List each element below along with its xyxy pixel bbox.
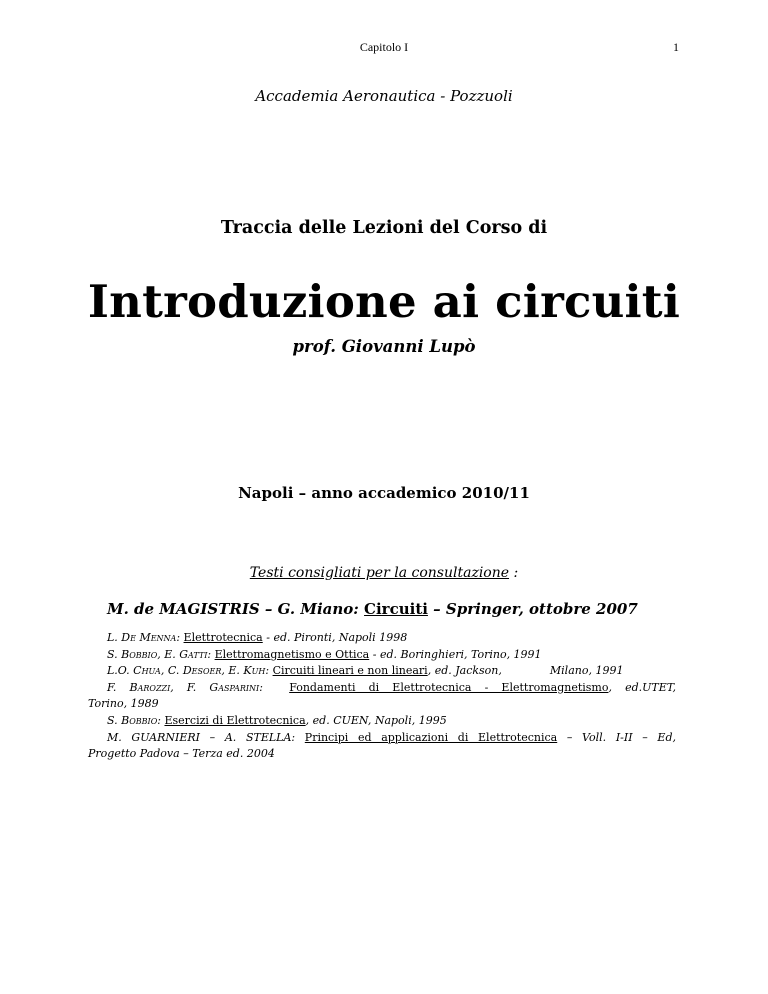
primary-reference <box>107 600 638 618</box>
ref-authors: L. De Menna: <box>107 631 181 644</box>
ref-authors: L.O. Chua, C. Desoer, E. Kuh: <box>107 664 270 678</box>
ref-title: Esercizi di Elettrotecnica <box>164 713 306 727</box>
running-header-chapter: Capitolo I <box>359 40 409 54</box>
ref-authors: F. Barozzi, F. Gasparini: <box>107 680 263 694</box>
ref-title: Elettromagnetismo e Ottica <box>214 647 370 661</box>
ref-continuation: Torino, 1989 <box>88 697 159 711</box>
institution-name: Accademia Aeronautica - Pozzuoli <box>255 87 513 105</box>
references-heading-text: Testi consigliati per la consultazione <box>249 565 510 581</box>
reference-item <box>88 647 676 664</box>
primary-ref-authors: M. de MAGISTRIS – G. Miano: <box>107 600 365 618</box>
ref-title: Fondamenti di Elettrotecnica - Elettromagnetismo <box>289 680 609 694</box>
ref-continuation: Progetto Padova – Terza ed. 2004 <box>88 747 275 761</box>
primary-ref-title: Circuiti <box>364 600 428 618</box>
reference-item <box>88 630 676 647</box>
reference-list <box>88 630 676 763</box>
academic-year: Napoli – anno accademico 2010/11 <box>238 484 530 502</box>
ref-rest-place: Milano, 1991 <box>549 664 624 678</box>
ref-title: Circuiti lineari e non lineari <box>272 664 428 678</box>
page-number: 1 <box>673 40 679 54</box>
ref-rest: , ed. CUEN, Napoli, 1995 <box>305 713 447 727</box>
reference-item <box>88 730 676 747</box>
ref-rest: – Voll. I-II – Ed, <box>557 730 676 744</box>
ref-rest: - ed. Boringhieri, Torino, 1991 <box>369 647 542 661</box>
reference-continuation <box>88 696 676 713</box>
ref-title: Elettrotecnica <box>183 631 263 644</box>
reference-item <box>88 663 676 680</box>
ref-rest: , ed. Jackson, <box>427 664 502 678</box>
references-heading <box>0 565 768 581</box>
ref-rest: - ed. Pironti, Napoli 1998 <box>262 631 408 644</box>
ref-authors: S. Bobbio: <box>107 713 161 727</box>
reference-item <box>88 680 676 697</box>
ref-authors: M. GUARNIERI – A. STELLA: <box>107 730 296 744</box>
course-intro: Traccia delle Lezioni del Corso di <box>220 218 548 238</box>
reference-item <box>88 713 676 730</box>
references-heading-suffix: : <box>509 565 519 581</box>
primary-ref-rest: – Springer, ottobre 2007 <box>427 600 638 618</box>
ref-rest: , ed.UTET, <box>608 680 677 694</box>
professor-name: prof. Giovanni Lupò <box>292 337 476 356</box>
ref-authors: S. Bobbio, E. Gatti: <box>107 647 212 661</box>
reference-continuation <box>88 746 676 763</box>
page-title: Introduzione ai circuiti <box>87 275 681 328</box>
ref-title: Principi ed applicazioni di Elettrotecnica <box>304 730 558 744</box>
